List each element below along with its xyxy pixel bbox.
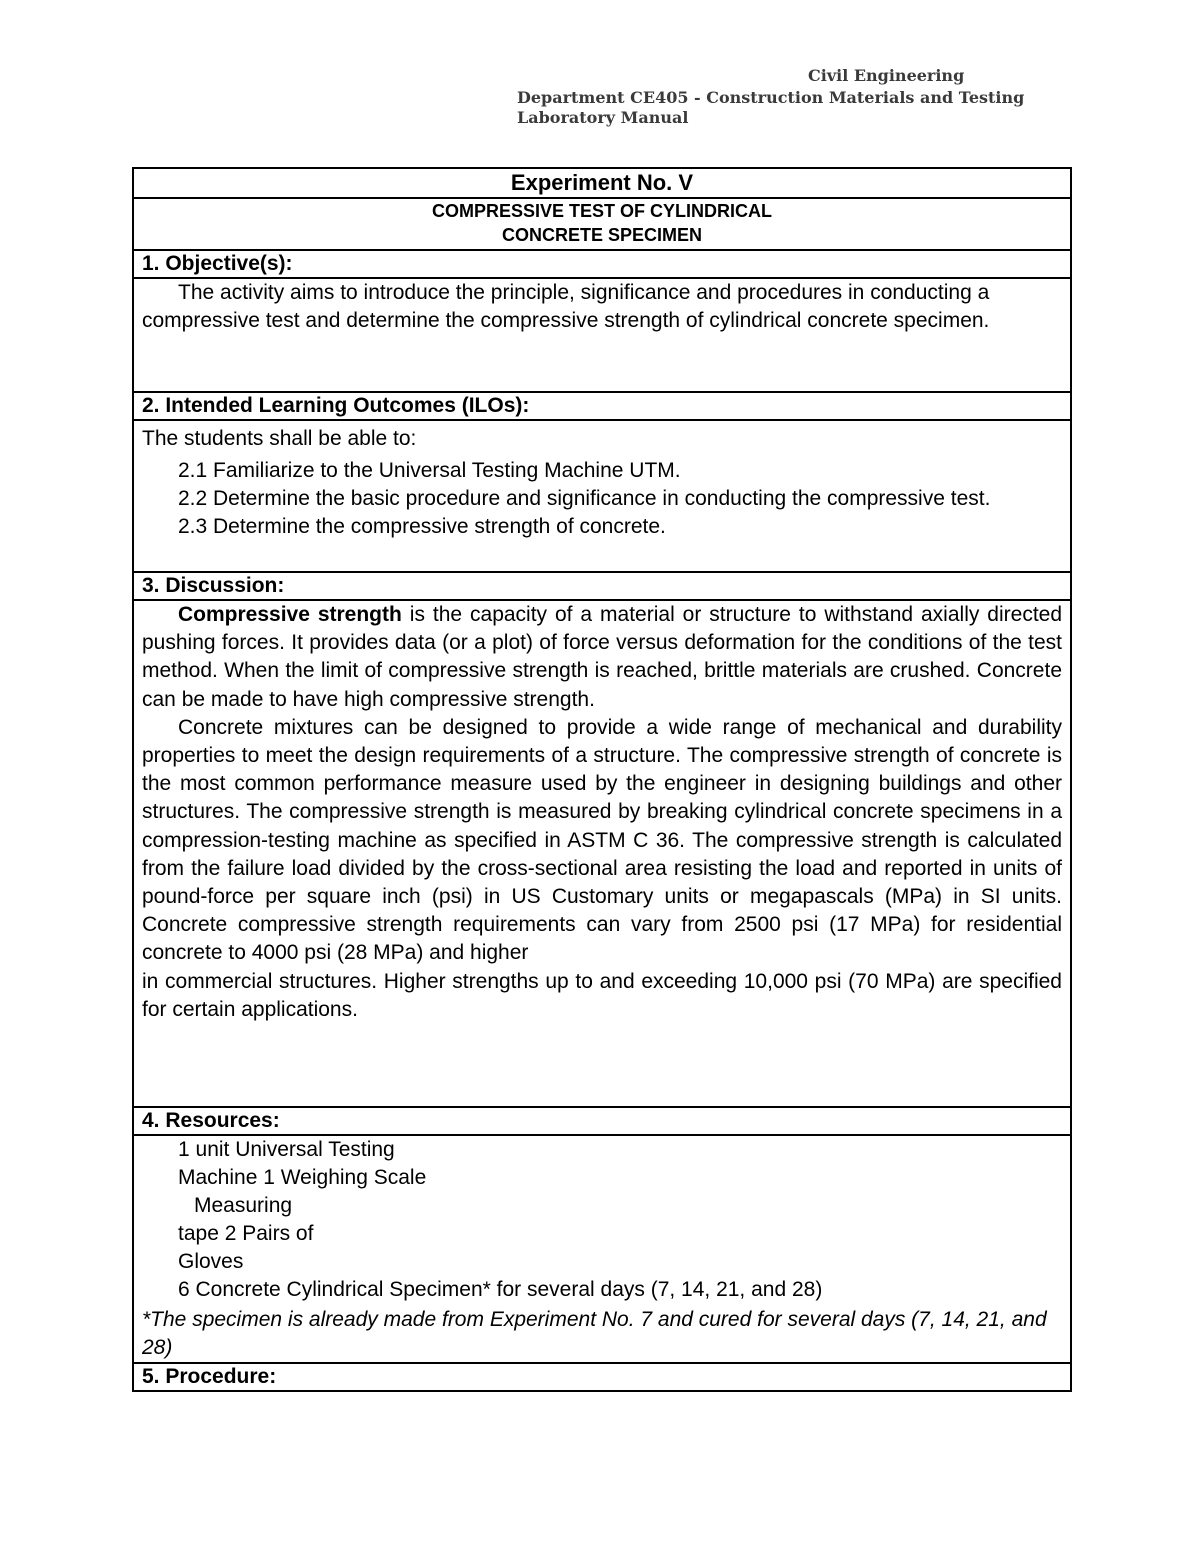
discussion-paragraph-1: [142, 601, 1062, 714]
resources-body-row: [133, 1135, 1071, 1363]
objectives-body: [133, 278, 1071, 392]
lab-manual-table: [132, 167, 1072, 1392]
header-department-name: Civil Engineering: [808, 66, 965, 85]
list-item: [178, 457, 1062, 485]
discussion-paragraph-2: Concrete mixtures can be designed to provide a wide range of mechanical and durability properties to meet the design requirements of a structure. The compressive strength of concrete is the most common performance measure used by the engineer in designing buildings and other structures. The compressive strength is measured by breaking cylindrical concrete specimens in a compression-testing machine as specified in ASTM C 36. The compressive strength is calculated from the failure load divided by the cross-sectional area resisting the load and reported in units of pound-force per square inch (psi) in US Customary units or megapascals (MPa) in SI units. Concrete compressive strength requirements can vary from 2500 psi (17 MPa) for residential concrete to 4000 psi (28 MPa) and higher: [142, 715, 1062, 965]
discussion-heading-row: [133, 572, 1071, 600]
ilo-text: Determine the compressive strength of concrete.: [213, 515, 666, 538]
experiment-number: Experiment No. V: [133, 168, 1071, 198]
experiment-title-row: [133, 198, 1071, 250]
discussion-heading: 3. Discussion:: [133, 572, 1071, 600]
experiment-title: [133, 198, 1071, 250]
ilos-heading-row: [133, 392, 1071, 420]
ilos-body-row: [133, 420, 1071, 572]
resource-line: Machine 1 Weighing Scale: [178, 1166, 427, 1189]
ilo-text: Determine the basic procedure and significance in conducting the compressive test.: [213, 487, 991, 510]
resources-body: [133, 1135, 1071, 1363]
experiment-title-line1: COMPRESSIVE TEST OF CYLINDRICAL: [431, 201, 773, 221]
header-manual-title: Laboratory Manual: [517, 108, 689, 127]
discussion-body-row: [133, 600, 1071, 1107]
resources-note: *The specimen is already made from Experiment No. 7 and cured for several days (7, 14, 21, and 28): [142, 1308, 1047, 1359]
compressive-strength-term: Compressive strength: [178, 603, 402, 626]
resources-heading-row: [133, 1107, 1071, 1135]
ilos-intro: The students shall be able to:: [142, 427, 417, 450]
objectives-body-row: [133, 278, 1071, 392]
objectives-text: The activity aims to introduce the principle, significance and procedures in conducting a compressive test and determine the compressive strength of cylindrical concrete specimen.: [142, 281, 990, 332]
objectives-heading-row: [133, 250, 1071, 278]
ilo-number: 2.2: [178, 487, 208, 510]
resource-line: 1 unit Universal Testing: [178, 1138, 395, 1161]
experiment-title-line2: CONCRETE SPECIMEN: [501, 225, 703, 245]
list-item: [178, 485, 1062, 513]
discussion-body: [133, 600, 1071, 1107]
experiment-number-row: [133, 168, 1071, 198]
resource-line: Measuring: [194, 1194, 293, 1217]
ilos-body: [133, 420, 1071, 572]
discussion-paragraph-3: in commercial structures. Higher strengths up to and exceeding 10,000 psi (70 MPa) are specified for certain applications.: [142, 969, 1062, 1021]
ilo-number: 2.3: [178, 515, 208, 538]
header-course-title: Department CE405 - Construction Materials and Testing: [517, 88, 1025, 107]
list-item: [178, 513, 1062, 541]
procedure-heading: 5. Procedure:: [133, 1363, 1071, 1391]
ilo-number: 2.1: [178, 459, 208, 482]
resource-line: tape 2 Pairs of: [178, 1222, 314, 1245]
discussion-paragraph-1-text: is the capacity of a material or structure to withstand axially directed pushing forces. It provides data (or a plot) of force versus deformation for the conditions of the test method. When the limit of compressive strength is reached, brittle materials are crushed. Concrete can be made to have high compressive strength.: [142, 603, 1063, 711]
resource-line: 6 Concrete Cylindrical Specimen* for several days (7, 14, 21, and 28): [178, 1278, 823, 1301]
ilos-heading: 2. Intended Learning Outcomes (ILOs):: [133, 392, 1071, 420]
objectives-heading: 1. Objective(s):: [133, 250, 1071, 278]
ilo-text: Familiarize to the Universal Testing Machine UTM.: [213, 459, 681, 482]
resource-line: Gloves: [178, 1250, 244, 1273]
procedure-heading-row: [133, 1363, 1071, 1391]
resources-heading: 4. Resources:: [133, 1107, 1071, 1135]
